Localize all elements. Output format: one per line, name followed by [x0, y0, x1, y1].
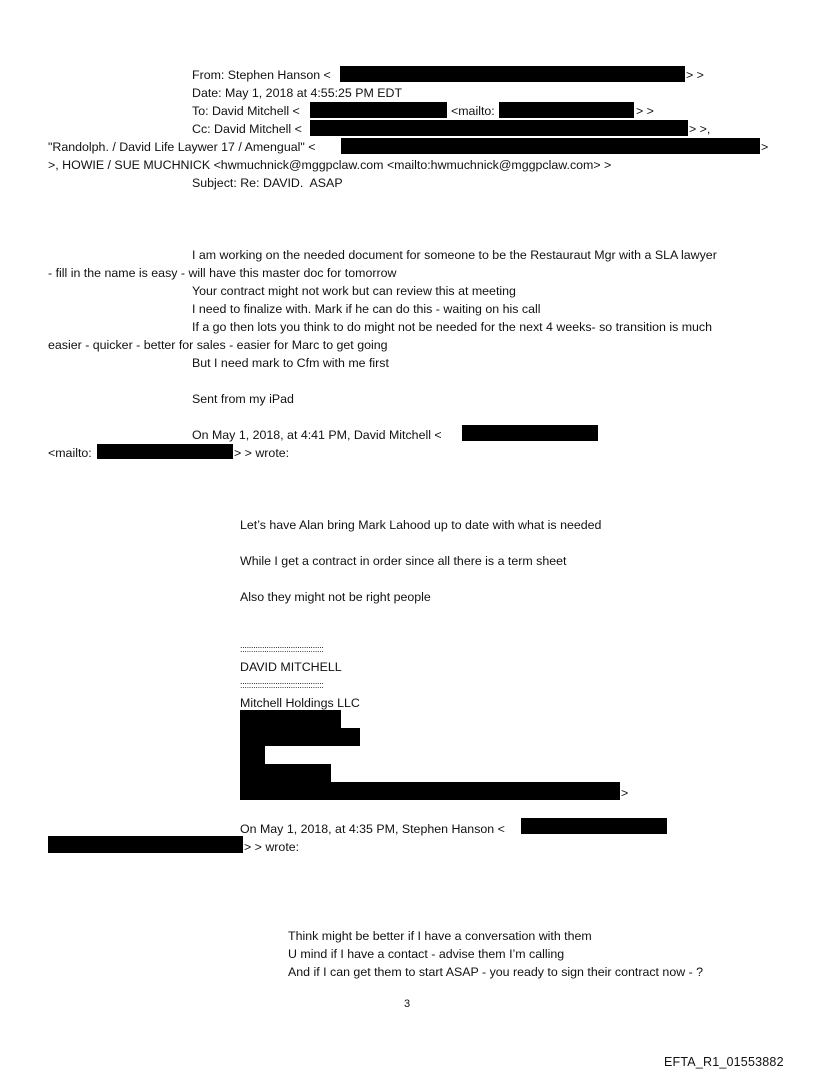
redaction-box [240, 710, 341, 728]
header-cc-line3: >, HOWIE / SUE MUCHNICK <hwmuchnick@mggpclaw.com <mailto:hwmuchnick@mggpclaw.com> > [48, 158, 612, 172]
redaction-box [240, 782, 620, 800]
quote1-line: Also they might not be right people [240, 590, 431, 604]
quote1-line: Let’s have Alan bring Mark Lahood up to date with what is needed [240, 518, 602, 532]
redaction-box [97, 444, 233, 459]
signature-tail: > [621, 786, 629, 800]
header-cc: Cc: David Mitchell < [192, 122, 302, 136]
redaction-box [310, 120, 688, 136]
redaction-box [240, 764, 331, 782]
redaction-box [310, 102, 447, 118]
body-signoff: Sent from my iPad [192, 392, 294, 406]
header-cc-line2: "Randolph. / David Life Laywer 17 / Amengual" < [48, 140, 316, 154]
quote1-line: While I get a contract in order since all there is a term sheet [240, 554, 567, 568]
signature-rule: :::::::::::::::::::::::::::::::::::::: [240, 680, 324, 690]
quote2-intro: On May 1, 2018, at 4:35 PM, Stephen Hanson < [240, 822, 505, 836]
header-to-tail: > > [636, 104, 654, 118]
header-cc-tail: > >, [689, 122, 711, 136]
quote1-mailto: <mailto: [48, 446, 92, 460]
redaction-box [499, 102, 634, 118]
redaction-box [462, 425, 598, 441]
quote2-line: Think might be better if I have a conversation with them [288, 929, 592, 943]
header-subject: Subject: Re: DAVID. ASAP [192, 176, 343, 190]
body-line: If a go then lots you think to do might not be needed for the next 4 weeks- so transition is much [192, 320, 713, 334]
body-line: - fill in the name is easy - will have this master doc for tomorrow [48, 266, 397, 280]
body-line: I am working on the needed document for someone to be the Restauraut Mgr with a SLA lawyer [192, 248, 717, 262]
page-number: 3 [404, 998, 411, 1010]
redaction-box [240, 728, 360, 746]
quote1-wrote: > > wrote: [234, 446, 290, 460]
signature-company: Mitchell Holdings LLC [240, 696, 360, 710]
body-line: easier - quicker - better for sales - easier for Marc to get going [48, 338, 388, 352]
header-date: Date: May 1, 2018 at 4:55:25 PM EDT [192, 86, 403, 100]
header-from-tail: > > [686, 68, 704, 82]
header-from: From: Stephen Hanson < [192, 68, 331, 82]
redaction-box [48, 836, 243, 853]
quote1-intro: On May 1, 2018, at 4:41 PM, David Mitchell < [192, 428, 442, 442]
quote2-wrote: > > wrote: [244, 840, 300, 854]
header-to-mailto: <mailto: [451, 104, 495, 118]
header-to: To: David Mitchell < [192, 104, 300, 118]
body-line: But I need mark to Cfm with me first [192, 356, 389, 370]
redaction-box [340, 66, 685, 82]
bates-number: EFTA_R1_01553882 [664, 1055, 784, 1069]
header-cc-line2-tail: > [761, 140, 769, 154]
body-line: Your contract might not work but can review this at meeting [192, 284, 516, 298]
signature-rule: :::::::::::::::::::::::::::::::::::::: [240, 644, 324, 654]
quote2-line: U mind if I have a contact - advise them I’m calling [288, 947, 565, 961]
redaction-box [521, 818, 667, 834]
signature-name: DAVID MITCHELL [240, 660, 342, 674]
redaction-box [341, 138, 760, 154]
body-line: I need to finalize with. Mark if he can do this - waiting on his call [192, 302, 541, 316]
quote2-line: And if I can get them to start ASAP - you ready to sign their contract now - ? [288, 965, 704, 979]
redaction-box [240, 746, 265, 764]
